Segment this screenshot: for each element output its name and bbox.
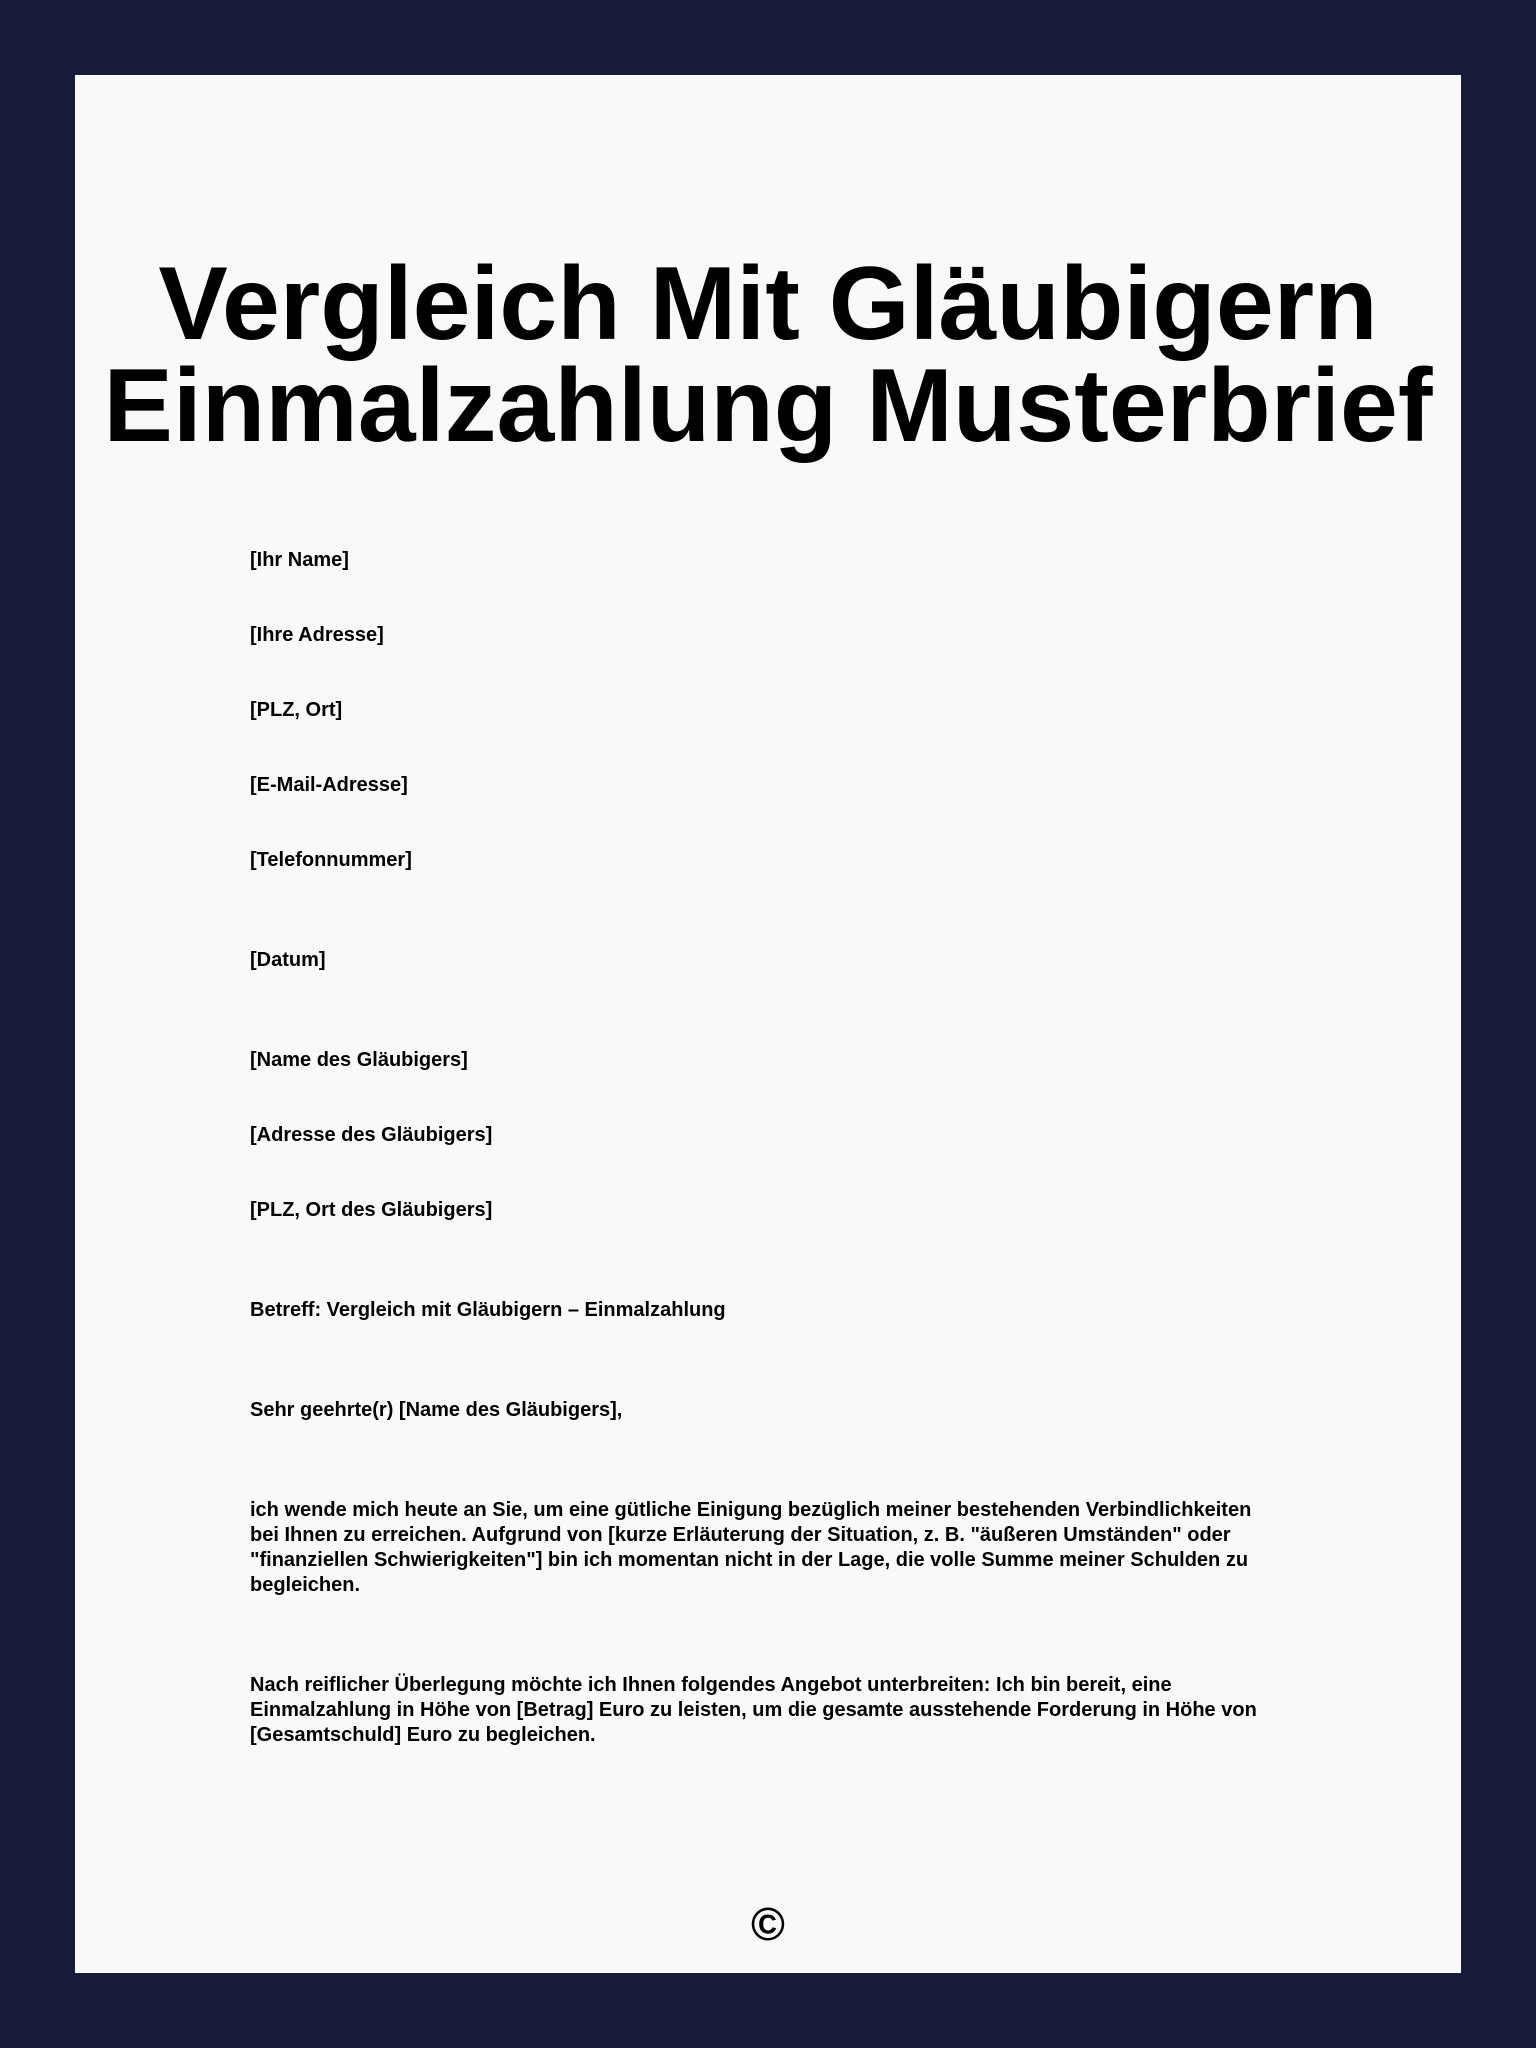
- sender-address: [Ihre Adresse]: [250, 624, 384, 646]
- title-line-1: Vergleich Mit Gläubigern: [158, 246, 1378, 362]
- sender-email: [E-Mail-Adresse]: [250, 774, 408, 796]
- letter-page: [75, 75, 1461, 1973]
- recipient-city: [PLZ, Ort des Gläubigers]: [250, 1199, 493, 1221]
- letter-paragraph-2: Nach reiflicher Überlegung möchte ich Ihnen folgendes Angebot unterbreiten: Ich bin bereit, eine Einmalzahlung in Höhe von [Betrag] Euro zu leisten, um die gesamte ausstehende Forderung in Höhe von [Gesamtschuld] Euro zu begleichen.: [250, 1674, 1257, 1746]
- sender-city: [PLZ, Ort]: [250, 699, 343, 721]
- recipient-address: [Adresse des Gläubigers]: [250, 1124, 493, 1146]
- copyright-icon: ©: [751, 1898, 785, 1950]
- title-line-2: Einmalzahlung Musterbrief: [103, 348, 1433, 464]
- page-title: [75, 246, 1461, 464]
- recipient-name: [Name des Gläubigers]: [250, 1049, 468, 1071]
- letter-subject: Betreff: Vergleich mit Gläubigern – Einmalzahlung: [250, 1299, 726, 1321]
- sender-phone: [Telefonnummer]: [250, 849, 412, 871]
- letter-paragraph-1: ich wende mich heute an Sie, um eine gütliche Einigung bezüglich meiner bestehenden Verbindlichkeiten bei Ihnen zu erreichen. Aufgrund von [kurze Erläuterung der Situation, z. B. "äußeren Umständen" oder "finanziellen Schwierigkeiten"] bin ich momentan nicht in der Lage, die volle Summe meiner Schulden zu begleichen.: [250, 1499, 1252, 1596]
- letter-salutation: Sehr geehrte(r) [Name des Gläubigers],: [250, 1399, 623, 1421]
- sender-name: [Ihr Name]: [250, 549, 349, 571]
- letter-date: [Datum]: [250, 949, 326, 971]
